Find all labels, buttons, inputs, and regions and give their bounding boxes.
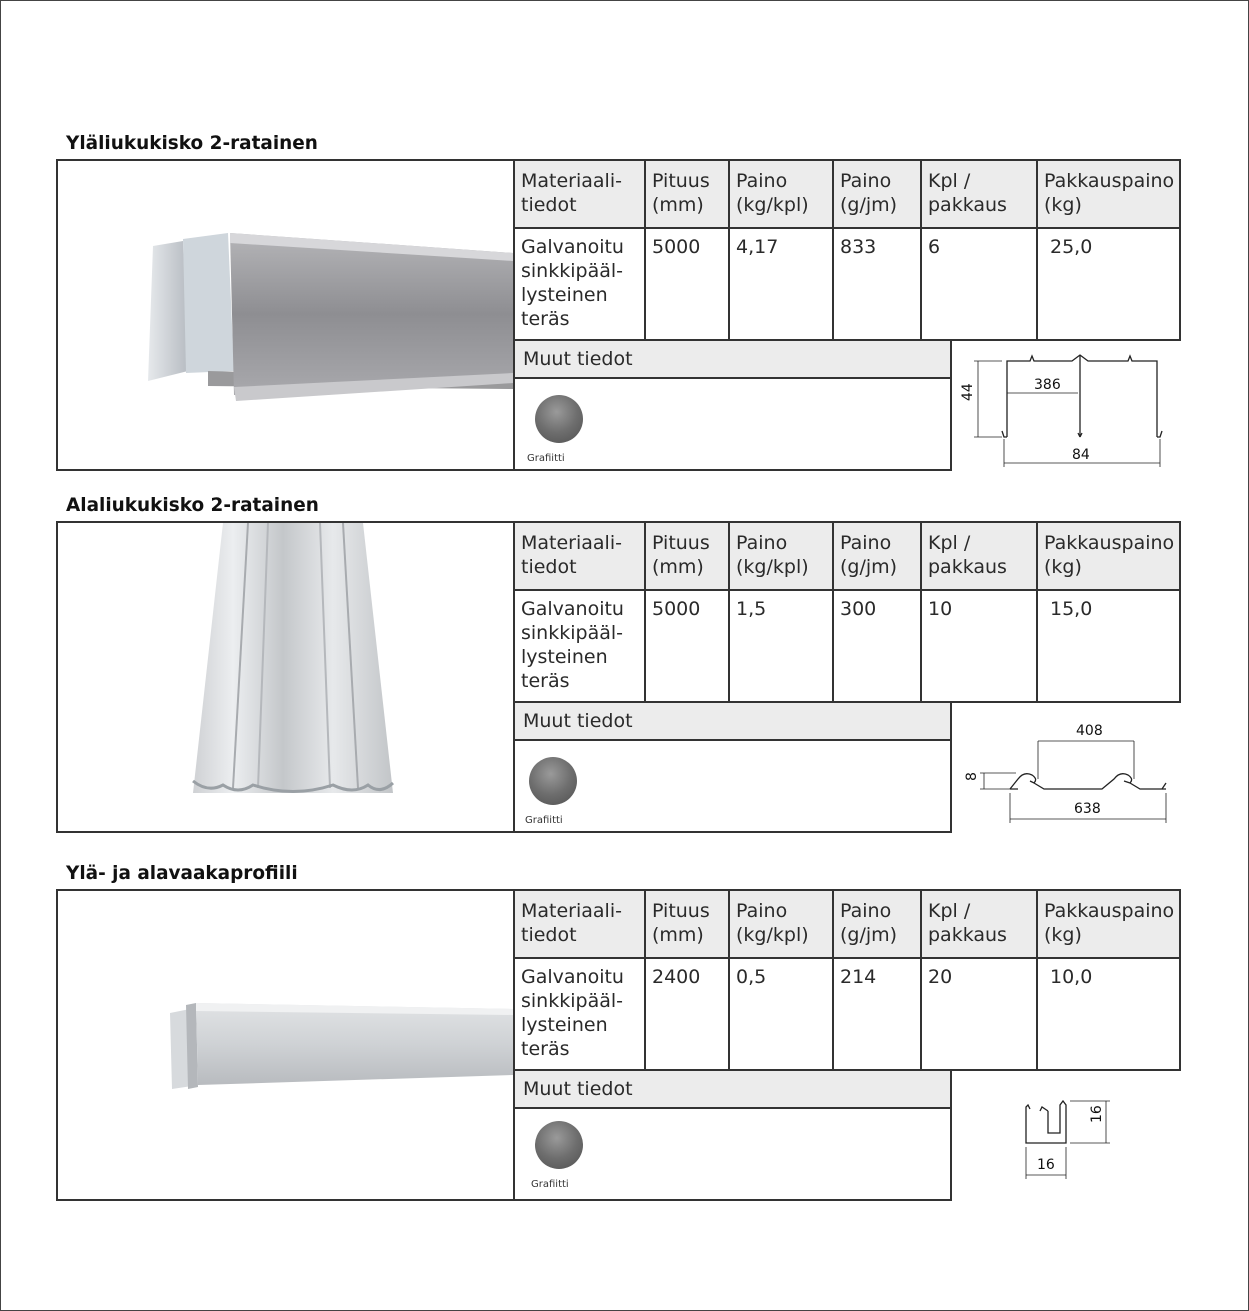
- product-photo-horizontal-profile: [58, 891, 515, 1199]
- product-box: [56, 521, 1181, 833]
- spec-value-row: [515, 958, 1179, 1070]
- dim-width: 638: [1074, 801, 1101, 817]
- value-length: 5000: [645, 590, 729, 702]
- profile-drawing-horizontal-profile: [950, 1069, 1181, 1201]
- header-weight-g: Paino (g/jm): [833, 891, 921, 958]
- profile-drawing-lower-track: [950, 701, 1181, 833]
- color-label: Grafiitti: [525, 815, 563, 826]
- header-weight-g: Paino (g/jm): [833, 523, 921, 590]
- dim-inner: 408: [1076, 723, 1103, 739]
- color-options: [515, 1109, 952, 1199]
- value-weight-g: 300: [833, 590, 921, 702]
- spec-header-row: [515, 891, 1179, 958]
- dim-height: 16: [1089, 1105, 1105, 1123]
- header-weight-g: Paino (g/jm): [833, 161, 921, 228]
- other-info-header: Muut tiedot: [515, 341, 958, 379]
- value-material: Galvanoitu sinkkipääl- lysteinen teräs: [515, 958, 645, 1070]
- value-pcs-per-pack: 10: [921, 590, 1037, 702]
- spec-value-row: [515, 590, 1179, 702]
- value-length: 2400: [645, 958, 729, 1070]
- other-info-header: Muut tiedot: [515, 703, 958, 741]
- dim-height: 44: [960, 383, 976, 401]
- header-pcs-per-pack: Kpl / pakkaus: [921, 161, 1037, 228]
- product-photo-lower-track: [58, 523, 515, 831]
- value-weight-kg: 0,5: [729, 958, 833, 1070]
- spec-table: [515, 523, 1179, 703]
- spec-table: [515, 161, 1179, 341]
- product-box: [56, 159, 1181, 471]
- header-pack-weight: Pakkauspaino (kg): [1037, 161, 1179, 228]
- header-length: Pituus (mm): [645, 523, 729, 590]
- color-options: [515, 379, 952, 469]
- dim-inner: 386: [1034, 377, 1061, 393]
- value-pcs-per-pack: 6: [921, 228, 1037, 340]
- value-material: Galvanoitu sinkkipääl- lysteinen teräs: [515, 228, 645, 340]
- color-swatch-graphite: [535, 395, 583, 443]
- value-material: Galvanoitu sinkkipääl- lysteinen teräs: [515, 590, 645, 702]
- value-pack-weight: 10,0: [1037, 958, 1179, 1070]
- spec-area: [515, 523, 1179, 826]
- color-swatch-graphite: [535, 1121, 583, 1169]
- value-weight-g: 214: [833, 958, 921, 1070]
- header-pack-weight: Pakkauspaino (kg): [1037, 891, 1179, 958]
- dim-width: 84: [1072, 447, 1090, 463]
- spec-area: [515, 891, 1179, 1190]
- value-weight-kg: 4,17: [729, 228, 833, 340]
- spec-header-row: [515, 523, 1179, 590]
- product-box: [56, 889, 1181, 1201]
- product-photo-upper-track: [58, 161, 515, 469]
- header-weight-kg: Paino (kg/kpl): [729, 161, 833, 228]
- spec-table: [515, 891, 1179, 1071]
- color-swatch-graphite: [529, 757, 577, 805]
- header-material: Materiaali- tiedot: [515, 161, 645, 228]
- dim-height: 8: [964, 772, 980, 781]
- header-length: Pituus (mm): [645, 161, 729, 228]
- value-pcs-per-pack: 20: [921, 958, 1037, 1070]
- spec-value-row: [515, 228, 1179, 340]
- value-pack-weight: 25,0: [1037, 228, 1179, 340]
- spec-header-row: [515, 161, 1179, 228]
- header-pcs-per-pack: Kpl / pakkaus: [921, 891, 1037, 958]
- color-label: Grafiitti: [531, 1179, 569, 1190]
- header-material: Materiaali- tiedot: [515, 891, 645, 958]
- header-pack-weight: Pakkauspaino (kg): [1037, 523, 1179, 590]
- value-length: 5000: [645, 228, 729, 340]
- color-options: [515, 741, 952, 831]
- dim-width: 16: [1037, 1157, 1055, 1173]
- header-material: Materiaali- tiedot: [515, 523, 645, 590]
- product-title: Alaliukukisko 2-ratainen: [66, 494, 319, 516]
- other-info-header: Muut tiedot: [515, 1071, 958, 1109]
- header-weight-kg: Paino (kg/kpl): [729, 891, 833, 958]
- profile-drawing-upper-track: [950, 339, 1181, 471]
- spec-area: [515, 161, 1179, 464]
- header-weight-kg: Paino (kg/kpl): [729, 523, 833, 590]
- product-title: Yläliukukisko 2-ratainen: [66, 132, 318, 154]
- header-length: Pituus (mm): [645, 891, 729, 958]
- value-pack-weight: 15,0: [1037, 590, 1179, 702]
- header-pcs-per-pack: Kpl / pakkaus: [921, 523, 1037, 590]
- value-weight-g: 833: [833, 228, 921, 340]
- value-weight-kg: 1,5: [729, 590, 833, 702]
- product-title: Ylä- ja alavaakaprofiili: [66, 862, 298, 884]
- color-label: Grafiitti: [527, 453, 565, 464]
